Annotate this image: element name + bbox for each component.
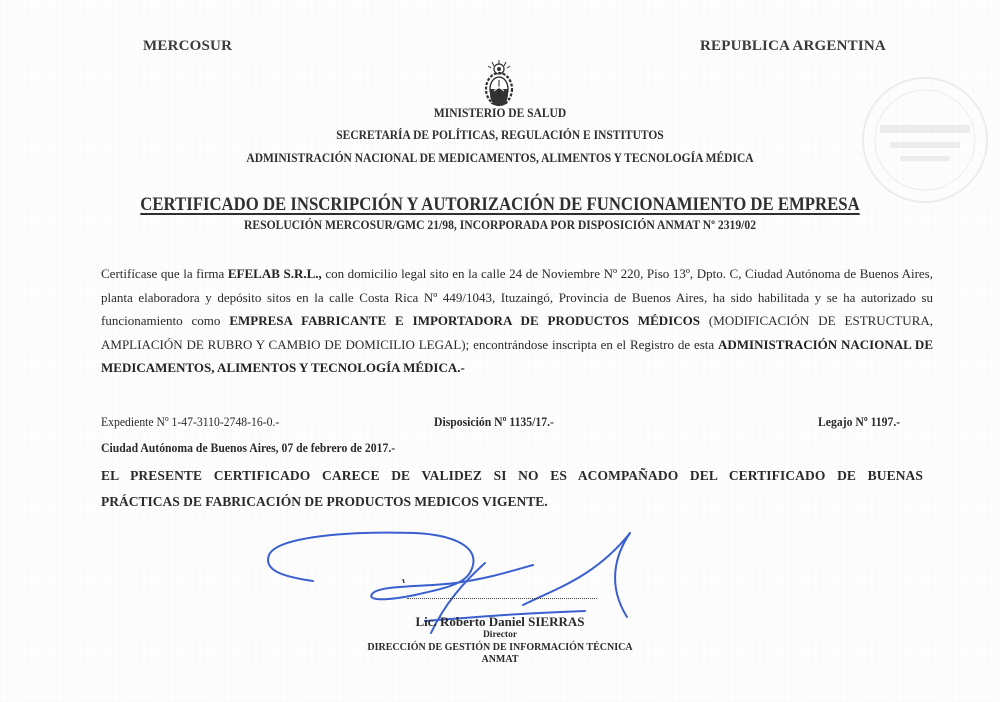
warning-line-1: EL PRESENTE CERTIFICADO CARECE DE VALIDEZ SI NO ES ACOMPAÑADO DEL CERTIFICADO DE BUENAS [101, 468, 923, 483]
company-name: EFELAB S.R.L., [227, 266, 322, 281]
secretariat-name: SECRETARÍA DE POLÍTICAS, REGULACIÓN E INSTITUTOS [336, 128, 664, 142]
expediente-number: Expediente Nº 1-47-3110-2748-16-0.- [101, 414, 280, 429]
signatory-name: Lic. Roberto Daniel SIERRAS [415, 614, 585, 629]
company-activity: EMPRESA FABRICANTE E IMPORTADORA DE PRODUCTOS MÉDICOS [229, 313, 700, 328]
para-text-3: (MODIFICACIÓN DE ESTRUCTURA, AMPLIACIÓN DE RUBRO Y CAMBIO DE DOMICILIO LEGAL); encontrándose inscripta en el Registro de esta [101, 313, 934, 352]
validity-warning [101, 463, 923, 515]
legajo-number: Legajo Nº 1197.- [818, 414, 901, 429]
signature-line [407, 598, 597, 599]
issue-date-line: Ciudad Autónoma de Buenos Aires, 07 de febrero de 2017.- [101, 440, 396, 455]
resolution-reference: RESOLUCIÓN MERCOSUR/GMC 21/98, INCORPORADA POR DISPOSICIÓN ANMAT Nº 2319/02 [243, 218, 757, 232]
signatory-organization: ANMAT [481, 654, 519, 665]
argentina-coat-of-arms-icon [480, 58, 518, 108]
signatory-department: DIRECCIÓN DE GESTIÓN DE INFORMACIÓN TÉCNICA [367, 642, 633, 653]
disposicion-number: Disposición Nº 1135/17.- [434, 414, 554, 429]
mercosur-header: MERCOSUR [143, 38, 233, 54]
warning-line-2: PRÁCTICAS DE FABRICACIÓN DE PRODUCTOS MEDICOS VIGENTE. [101, 494, 548, 509]
para-text-2: con domicilio legal sito en la calle 24 de Noviembre Nº 220, Piso 13º, Dpto. C, Ciudad Autónoma de Buenos Aires, planta elaboradora y depósito sitos en la calle Costa Rica Nº 449/1043, Ituzaingó, Provincia de Buenos Aires, ha sido habilitada y se ha autorizado su funcionamiento como [101, 266, 933, 328]
signatory-role: Director [482, 630, 518, 640]
ministry-name: MINISTERIO DE SALUD [433, 106, 567, 120]
republica-argentina-header: REPUBLICA ARGENTINA [700, 38, 886, 54]
certificate-title: CERTIFICADO DE INSCRIPCIÓN Y AUTORIZACIÓN DE FUNCIONAMIENTO DE EMPRESA [140, 195, 860, 215]
certification-paragraph [101, 262, 933, 380]
registry-name: ADMINISTRACIÓN NACIONAL DE MEDICAMENTOS, ALIMENTOS Y TECNOLOGÍA MÉDICA.- [101, 336, 933, 375]
administration-name: ADMINISTRACIÓN NACIONAL DE MEDICAMENTOS, ALIMENTOS Y TECNOLOGÍA MÉDICA [246, 151, 754, 165]
para-text-1: Certifícase que la firma [101, 266, 228, 281]
